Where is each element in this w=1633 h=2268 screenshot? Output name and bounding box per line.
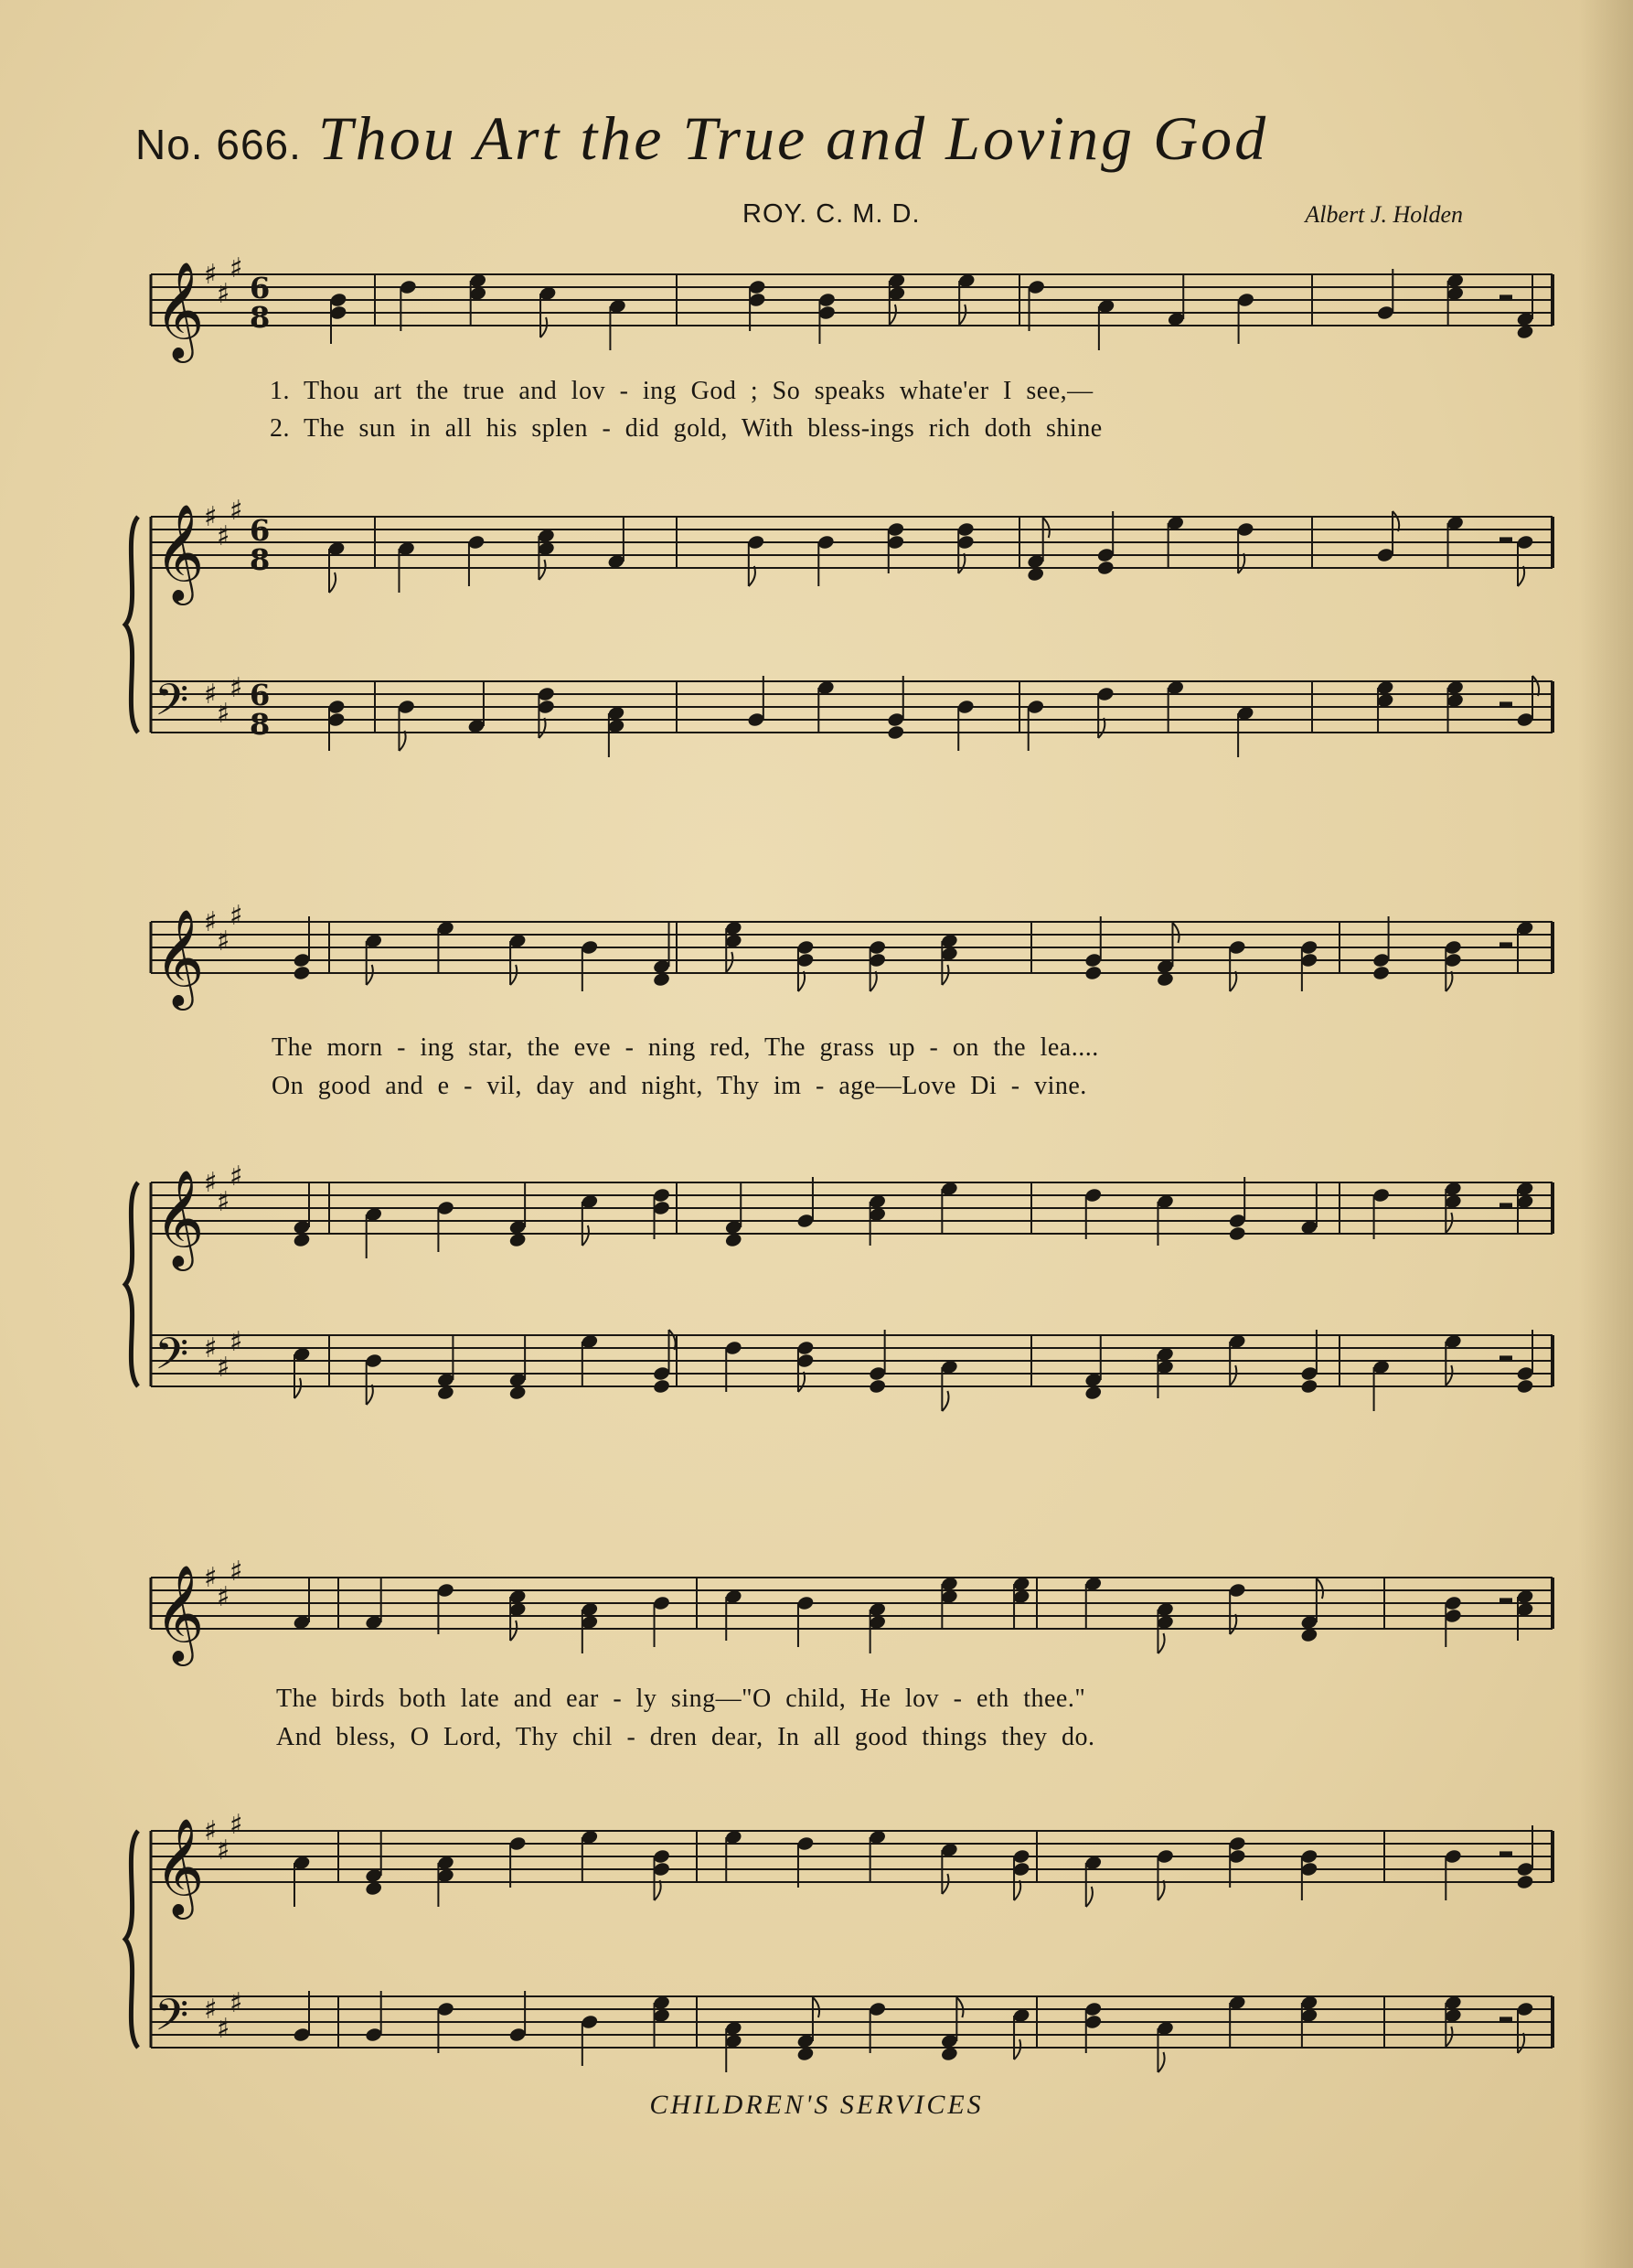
sharp-icon: ♯ — [229, 1809, 243, 1841]
rest-icon — [1500, 1598, 1512, 1603]
note-flag — [1230, 1614, 1236, 1634]
note-flag — [798, 1372, 805, 1392]
time-signature-numerator: 6 — [250, 678, 271, 712]
note-flag — [1172, 923, 1179, 943]
sharp-icon: ♯ — [229, 252, 243, 284]
note-flag — [1446, 2027, 1452, 2047]
note-flag — [510, 965, 517, 985]
grand-staff-brace — [125, 1831, 138, 2048]
note-flag — [958, 553, 965, 573]
bass-clef-icon: 𝄢 — [155, 674, 189, 736]
note-flag — [329, 572, 336, 593]
note-flag — [1014, 1880, 1020, 1900]
sharp-icon: ♯ — [204, 1332, 218, 1364]
note-flag — [798, 971, 805, 991]
time-signature-numerator: 6 — [250, 271, 271, 305]
note-head — [1516, 1874, 1534, 1890]
sharp-icon: ♯ — [204, 679, 218, 711]
note-flag — [1098, 718, 1105, 738]
note-flag — [367, 965, 373, 985]
note-flag — [956, 1997, 963, 2017]
note-flag — [1518, 566, 1524, 586]
sharp-icon: ♯ — [217, 1835, 230, 1867]
note-flag — [367, 1385, 373, 1405]
sharp-icon: ♯ — [217, 2013, 230, 2045]
note-head — [1516, 1378, 1534, 1395]
rest-icon — [1500, 2017, 1512, 2022]
note-flag — [890, 305, 896, 325]
sharp-icon: ♯ — [217, 1186, 230, 1218]
note-flag — [655, 1880, 661, 1900]
sharp-icon: ♯ — [229, 1326, 243, 1358]
note-flag — [399, 731, 405, 751]
note-flag — [1043, 518, 1050, 538]
note-flag — [294, 1378, 301, 1398]
note-flag — [1446, 1213, 1452, 1233]
rest-icon — [1500, 701, 1512, 707]
note-flag — [1317, 1578, 1323, 1599]
note-flag — [1158, 1880, 1164, 1900]
note-flag — [539, 560, 545, 580]
lyric-line-system1-verse1: 1. Thou art the true and lov - ing God ; So speaks whate'er I see,— — [270, 377, 1094, 405]
treble-clef-icon: 𝄞 — [155, 908, 205, 1006]
treble-clef-icon: 𝄞 — [155, 1169, 205, 1267]
rest-icon — [1500, 537, 1512, 542]
treble-clef-icon: 𝄞 — [155, 1564, 205, 1662]
sharp-icon: ♯ — [217, 278, 230, 310]
note-flag — [959, 305, 966, 325]
sharp-icon: ♯ — [204, 1562, 218, 1594]
note-flag — [1158, 2052, 1164, 2072]
bass-clef-icon: 𝄢 — [155, 1989, 189, 2051]
note-flag — [1230, 971, 1236, 991]
note-head — [868, 1378, 886, 1395]
note-flag — [813, 1997, 819, 2017]
note-head — [1228, 1225, 1246, 1242]
treble-clef-icon: 𝄞 — [155, 1817, 205, 1915]
sharp-icon: ♯ — [217, 1352, 230, 1384]
treble-clef-icon: 𝄞 — [155, 503, 205, 601]
rest-icon — [1500, 1355, 1512, 1361]
sharp-icon: ♯ — [204, 1815, 218, 1847]
rest-icon — [1500, 1851, 1512, 1856]
sharp-icon: ♯ — [217, 925, 230, 957]
time-signature-denominator: 8 — [250, 707, 271, 742]
sharp-icon: ♯ — [217, 1581, 230, 1613]
note-flag — [1393, 511, 1399, 531]
note-flag — [942, 965, 948, 985]
note-head — [652, 1378, 670, 1395]
note-head — [1096, 560, 1115, 576]
hymn-title: Thou Art the True and Loving God — [317, 103, 1269, 173]
note-flag — [540, 317, 547, 337]
sharp-icon: ♯ — [229, 1161, 243, 1193]
note-head — [1084, 965, 1103, 981]
rest-icon — [1500, 1203, 1512, 1208]
note-flag — [1238, 553, 1244, 573]
note-flag — [1230, 1365, 1236, 1385]
lyric-line-system1-verse2: 2. The sun in all his splen - did gold, With bless-ings rich doth shine — [270, 414, 1103, 443]
sharp-icon: ♯ — [204, 1994, 218, 2026]
sharp-icon: ♯ — [204, 259, 218, 291]
sharp-icon: ♯ — [229, 495, 243, 527]
note-flag — [1014, 2039, 1020, 2059]
note-head — [887, 724, 905, 741]
note-flag — [1158, 1633, 1164, 1653]
grand-staff-brace — [125, 517, 138, 733]
sharp-icon: ♯ — [217, 698, 230, 730]
note-flag — [1446, 971, 1452, 991]
composer-credit: Albert J. Holden — [1305, 201, 1463, 228]
note-flag — [942, 1391, 948, 1411]
treble-clef-icon: 𝄞 — [155, 261, 205, 358]
lyric-line-system3-verse2: And bless, O Lord, Thy chil - dren dear, In all good things they do. — [276, 1723, 1095, 1751]
time-signature-numerator: 6 — [250, 513, 271, 548]
note-flag — [726, 952, 732, 972]
note-flag — [942, 1874, 948, 1894]
note-head — [1372, 965, 1390, 981]
grand-staff-brace — [125, 1182, 138, 1386]
sharp-icon: ♯ — [229, 672, 243, 704]
lyric-line-system3-verse1: The birds both late and ear - ly sing—"O child, He lov - eth thee." — [276, 1685, 1086, 1713]
time-signature-denominator: 8 — [250, 542, 271, 577]
rest-icon — [1500, 294, 1512, 300]
sharp-icon: ♯ — [204, 906, 218, 938]
note-flag — [539, 718, 545, 738]
hymn-number: No. 666. — [135, 121, 302, 168]
sharp-icon: ♯ — [229, 1556, 243, 1588]
note-flag — [1086, 1887, 1093, 1907]
note-flag — [1446, 1365, 1452, 1385]
note-flag — [1532, 676, 1539, 696]
bass-clef-icon: 𝄢 — [155, 1328, 189, 1390]
lyric-line-system2-verse1: The morn - ing star, the eve - ning red, The grass up - on the lea.... — [272, 1033, 1099, 1062]
note-flag — [510, 1621, 517, 1641]
rest-icon — [1500, 942, 1512, 947]
sharp-icon: ♯ — [229, 900, 243, 932]
note-flag — [1518, 2033, 1524, 2053]
page-footer: CHILDREN'S SERVICES — [649, 2090, 984, 2120]
note-head — [293, 965, 311, 981]
sharp-icon: ♯ — [204, 1167, 218, 1199]
note-flag — [582, 1225, 589, 1246]
time-signature-denominator: 8 — [250, 300, 271, 335]
lyric-line-system2-verse2: On good and e - vil, day and night, Thy im - age—Love Di - vine. — [272, 1072, 1087, 1100]
note-head — [1300, 1378, 1318, 1395]
tune-name-meter: ROY. C. M. D. — [742, 199, 921, 229]
sharp-icon: ♯ — [229, 1987, 243, 2019]
note-flag — [749, 566, 755, 586]
note-flag — [870, 971, 877, 991]
sharp-icon: ♯ — [204, 501, 218, 533]
note-flag — [669, 1330, 676, 1350]
sharp-icon: ♯ — [217, 520, 230, 552]
